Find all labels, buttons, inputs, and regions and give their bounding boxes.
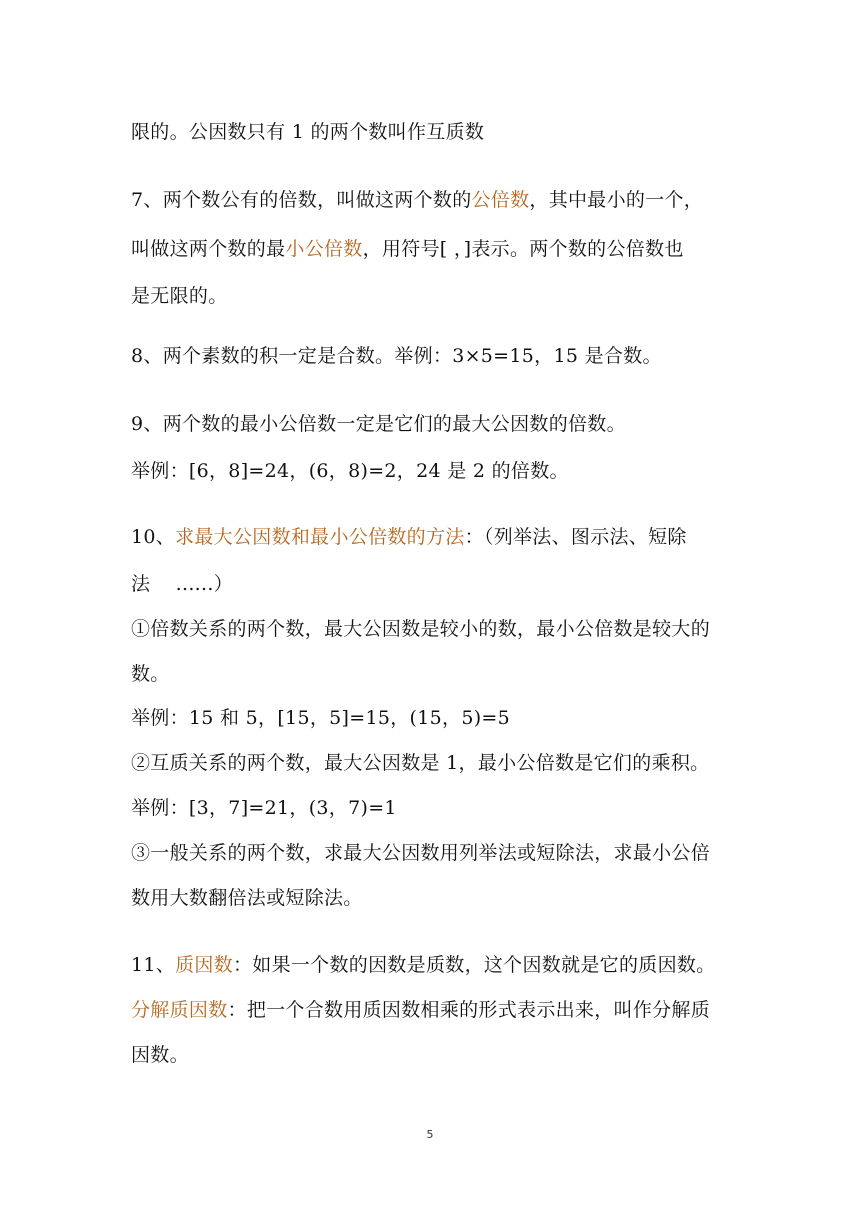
- text-line: 分解质因数：把一个合数用质因数相乘的形式表示出来，叫作分解质: [131, 999, 711, 1021]
- page-number: 5: [426, 1128, 434, 1141]
- text-line: 法 ......）: [131, 573, 233, 595]
- term-highlight: 质因数: [175, 954, 233, 976]
- text-line: 举例：[3，7]=21，(3，7)=1: [131, 797, 397, 819]
- text-line: 举例：15 和 5，[15，5]=15，(15，5)=5: [131, 707, 511, 729]
- text-line: 限的。公因数只有 1 的两个数叫作互质数: [131, 121, 485, 143]
- text-line: 数用大数翻倍法或短除法。: [131, 887, 363, 909]
- term-highlight: 求最大公因数和最小公倍数的方法: [175, 526, 465, 548]
- text-line: 8、两个素数的积一定是合数。举例：3×5=15，15 是合数。: [131, 345, 662, 367]
- text-line: 10、求最大公因数和最小公倍数的方法：（列举法、图示法、短除: [131, 526, 687, 548]
- text-line: ③一般关系的两个数，求最大公因数用列举法或短除法，求最小公倍: [131, 842, 711, 864]
- text-line: 是无限的。: [131, 285, 228, 307]
- text-line: 9、两个数的最小公倍数一定是它们的最大公因数的倍数。: [131, 413, 626, 435]
- text-line: ①倍数关系的两个数，最大公因数是较小的数，最小公倍数是较大的: [131, 618, 711, 640]
- term-highlight: 公倍数: [471, 189, 530, 211]
- text-line: 举例：[6，8]=24，(6，8)=2，24 是 2 的倍数。: [131, 460, 569, 482]
- text-line: 叫做这两个数的最小公倍数，用符号[ ，]表示。两个数的公倍数也: [131, 238, 684, 260]
- text-line: 数。: [131, 663, 170, 685]
- text-line: 7、两个数公有的倍数，叫做这两个数的公倍数，其中最小的一个，: [131, 189, 704, 211]
- term-highlight: 分解质因数: [131, 999, 228, 1021]
- term-highlight: 小公倍数: [285, 238, 363, 260]
- text-line: 11、质因数：如果一个数的因数是质数，这个因数就是它的质因数。: [131, 954, 716, 976]
- text-line: ②互质关系的两个数，最大公因数是 1，最小公倍数是它们的乘积。: [131, 752, 710, 774]
- text-line: 因数。: [131, 1044, 189, 1066]
